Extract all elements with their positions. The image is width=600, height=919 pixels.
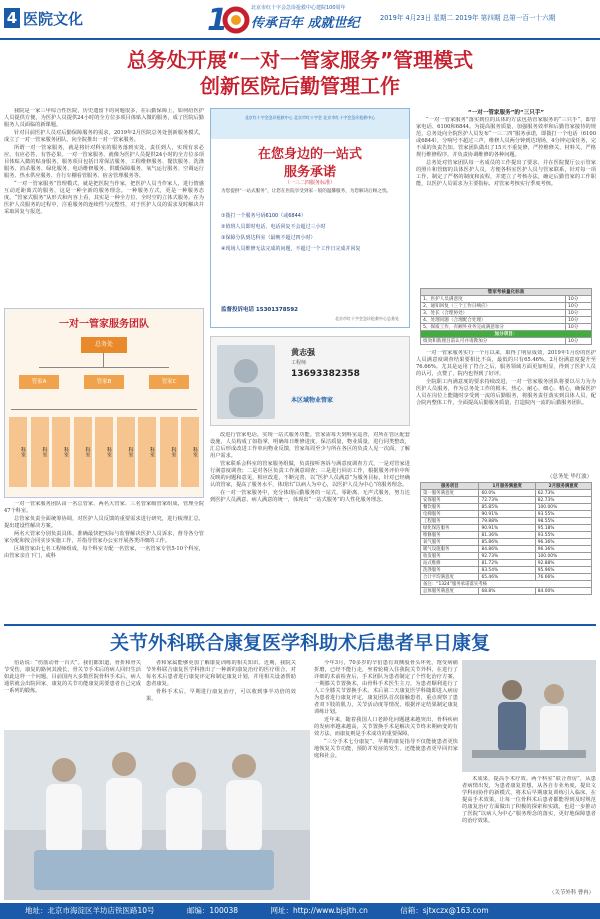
table-cell: 85.86% xyxy=(479,539,535,546)
logo-slogan: 传承百年 成就世纪 xyxy=(251,16,360,31)
score-item: 1、医护人员满意度 xyxy=(421,296,566,303)
table-cell: 100.00% xyxy=(535,553,591,560)
table-cell: 92.88% xyxy=(535,560,591,567)
table-cell: 90.91% xyxy=(479,525,535,532)
table-cell: 93.55% xyxy=(535,532,591,539)
paragraph: “三分手术七分康复”。早期的康复指导不仅能使患者更快地恢复关节功能，预防并发症的发生，还能使患者更早回归家庭和社会。 xyxy=(314,739,458,759)
paragraph: 者和家属能够更加了解康复训练的相关知识。近期，我院关节外科联合康复医学科推出了一种新的康复治疗的医疗组合，对每名术后患者进行康复评定和制定康复计划，并用相关设备帮助患者康复。 xyxy=(146,660,296,687)
org-node-leaf: 科室 xyxy=(138,417,156,487)
table-cell: 93.55% xyxy=(535,511,591,518)
paragraph: 一对一管家服务实行一个月以来，取得了明显成效，2019年1月份的医护人员满意度调查结果要相比不高，最低的只有65.46%。2月份满意度提升至76.66%。尤其是运用了符合之后，服务领域方面更加明显，得到了医护人员的认可，点赞了，院内也得到了好评。 xyxy=(416,350,596,377)
table-cell: 84.86% xyxy=(479,546,535,553)
article1-column-2 xyxy=(210,432,410,620)
score-table-title: 管家考核量化标准 xyxy=(421,289,592,296)
issue-date: 2019年 4月23日 星期二 2019年 第四期 总第一百一十六期 xyxy=(380,14,556,22)
org-node-mid: 管家C xyxy=(149,375,189,389)
poster-point: ④现场人员维修无法完成的问题，不超过一个工作日完成并回复 xyxy=(221,246,361,252)
table-cell: 96.36% xyxy=(535,539,591,546)
paragraph: 区域管家由七名工程师组成，每个科室专配一名管家，一名管家专管5-10个科室，由管家亲自下门，或科 xyxy=(4,546,204,559)
table-cell: 82.73% xyxy=(535,497,591,504)
poster-point: ③保障分队到达科室（最晚不超过四小时） xyxy=(221,235,316,241)
score-item: 绩效和新理目前认可并请教加分 xyxy=(421,338,566,345)
person-icon xyxy=(217,345,275,419)
table-cell: 85.85% xyxy=(479,504,535,511)
steward-photo xyxy=(217,345,275,419)
satisfaction-table xyxy=(420,482,592,595)
steward-dept: 本区域物业管家 xyxy=(291,397,334,404)
table-cell: 收发服务 xyxy=(421,553,479,560)
table-cell: 68.8% xyxy=(479,588,535,595)
org-leaf-row xyxy=(9,417,199,487)
paragraph: 改进行管家电话，实现一站式服务功能。管家需每天到科室巡查，对所在管区配套设施，人员构成了如指掌，明确每日维修进度，保洁质量，物业质量，进行同类整改，汇总后形成改进工作单向物业反馈，管家每周至少与所在各区的负责人见一次面，了解用户需求。 xyxy=(210,432,410,459)
paragraph: “一对一管家服务”落实到位的具体的方法包括管家服务的“三只手”，即管家电话、6100和6844。为提高服务质量，加强服务效率和后勤管家接待的规范，总务处向全院医护人员发布“一三二四”服务承诺，即拨打一个电话（6100或6844），分响号不超过三声，维修人员两分钟到达现场，4分钟完成任务，完不成的负责告知。管家团队做出了15天不重复修，严控维修关、材料关、严格规行维修程序，并负责协调维修的各种问题。 xyxy=(416,117,596,158)
org-node-root: 总务处 xyxy=(81,337,127,353)
table-cell: 60.0% xyxy=(479,490,535,497)
table-note: 备注：“1324”服务承诺落实考核 xyxy=(421,581,592,588)
poster-header xyxy=(211,109,409,139)
score-item: 5、保质工作，有额外业务完成满意加分 xyxy=(421,324,566,331)
article1-column-1b xyxy=(4,501,204,619)
article1-author: （总务处 毕红波） xyxy=(547,474,592,480)
table-header: 1月服务满意度 xyxy=(479,483,535,490)
footer-postcode: 邮编：100038 xyxy=(186,906,239,915)
table-cell: 92.73% xyxy=(479,553,535,560)
poster-subtitle: （一三二四服务标准） xyxy=(284,180,335,186)
paragraph: 术成果，提高手术疗效。两个科室“联合查房”，从患者病情出发，为患者康复着想，从各自专业角度，提出文学科间协作的新模式，将术后早期康复训练引入临床，在提高手术效果，让每一位骨科术后患者都能得到及时规范的康复治疗方面做出了积极的探索和实践，也进一步推动了医院“以病人为中心”服务理念的落实，更好地保障患者的治疗效果。 xyxy=(462,776,596,824)
table-cell: 95.96% xyxy=(535,567,591,574)
table-cell: 总体服务满意度 xyxy=(421,588,479,595)
team-chart-title: 一对一管家服务团队 xyxy=(59,319,149,330)
paragraph: 总务处对管家团队每一名成员的工作提出了要求，并在医院餐厅公示管家的照片和管辖的具体医护人员，方便各科室医护人员与管家联系，针对每一项工作，制定了严格的制度和流程，并建立了考核办法，确定后勤管家的工作职能，以医护人员需求为主要指标，对管家考核实行季度考核。 xyxy=(416,160,596,187)
org-node-leaf: 科室 xyxy=(181,417,199,487)
doctors-photo-icon xyxy=(4,730,310,900)
org-node-mid: 管家B xyxy=(84,375,124,389)
ward-round-photo xyxy=(4,730,310,900)
org-node-leaf: 科室 xyxy=(52,417,70,487)
article1-column-3b xyxy=(416,350,596,470)
anniversary-logo xyxy=(205,2,380,36)
table-cell: 81.72% xyxy=(479,560,535,567)
org-node-leaf: 科室 xyxy=(9,417,27,487)
score-points: 10分 xyxy=(565,303,591,310)
steward-name: 黄志强 xyxy=(291,348,315,357)
footer-address: 地址：北京市海淀区羊坊店铁医路10号 xyxy=(25,906,155,915)
column3-subtitle: “一对一管家服务”的“三只手” xyxy=(467,110,545,116)
paragraph: 在一对一管家服务中，充分体现后勤服务的一站式、零距离、无声式服务，努力达到医护人员满意、病人满意的统一，体现出“一站式服务”的人性化服务理念。 xyxy=(210,490,410,503)
paragraph: 俗话说：“伤筋动骨一百天”。我们都知道，骨折和骨关节受伤，康复的路何其漫长，骨关节手术后的病人回归生活如此这样一个问题，目前国内大多数医院骨科手术后，病人通常就会出院回家，康复的关节功能康复需要患者自己完成一系列的锻炼。 xyxy=(4,660,141,694)
article1-column-3 xyxy=(416,117,596,285)
org-node-leaf: 科室 xyxy=(117,417,135,487)
table-header: 2月服务满意度 xyxy=(535,483,591,490)
article2-column-3 xyxy=(314,660,458,898)
page-number: 4 xyxy=(4,8,20,28)
paragraph: 全院职工内满意度的要求持续改进，一对一管家服务团队将要以尽力为为医护人员服务，作为总务处工作的根本，热心、耐心、细心、精心，确保医护人员在岗位上能随时享受到一流的后勤服务，将服务责任落实到具体人员，配合院内整体工作，全面提高后勤服务质量，打造院内一流的后勤服务团队。 xyxy=(416,379,596,406)
table-cell: 95.18% xyxy=(535,525,591,532)
score-item: 3、处长（合理协处） xyxy=(421,310,566,317)
table-cell: 76.66% xyxy=(535,574,591,581)
paragraph: “一对一管家服务”管理模式，就是把医院当作家，把医护人员当作家人，进行情感互动近距离式的服务，这是一种全新的服务理念。一种服务方式，更是一种服务态度。“管家式服务”从形式和内容上看，其实是一种全方位、全时空的立体式服务。在为医护人员服务的过程中，注重服务的连续性与完整性，对于医护人员的需求及时解决并采取回复与报送。 xyxy=(4,181,204,215)
paragraph: 一对一管家服务团队由一名总管家、两名大管家、三名管家级管家组成，管理全院47个科室。 xyxy=(4,501,204,514)
article2-column-2 xyxy=(146,660,296,726)
section-divider xyxy=(4,624,596,626)
org-node-leaf: 科室 xyxy=(31,417,49,487)
org-node-leaf: 科室 xyxy=(160,417,178,487)
paragraph: 总管家负责全面统筹协调，对医护人员反馈的重要需求进行研究，进行梳理汇总，提出建设性解决方案。 xyxy=(4,516,204,529)
footer-bar xyxy=(0,903,600,919)
score-points: 10分 xyxy=(565,317,591,324)
article2-column-1 xyxy=(4,660,141,726)
table-cell: 84.00% xyxy=(535,588,591,595)
rehab-photo xyxy=(462,660,596,772)
team-org-chart xyxy=(4,308,204,498)
table-cell: 合计平均满意度 xyxy=(421,574,479,581)
article2-author: （关节外科 曹冉） xyxy=(549,890,594,896)
table-cell: 安保服务 xyxy=(421,497,479,504)
org-node-mid: 管家A xyxy=(19,375,59,389)
footer-website[interactable]: 网址：http://www.bjsjth.cn xyxy=(270,906,368,915)
table-cell: 第一服务满意度 xyxy=(421,490,479,497)
article2-title: 关节外科联合康复医学科助术后患者早日康复 xyxy=(109,632,490,654)
org-node-leaf: 科室 xyxy=(74,417,92,487)
table-cell: 氧气服务 xyxy=(421,539,479,546)
score-item: 4、处理问题（合理配合处理） xyxy=(421,317,566,324)
masthead xyxy=(0,0,600,40)
poster-headline-2: 服务承诺 xyxy=(283,165,336,180)
score-table xyxy=(420,288,592,345)
steward-role: 工程师 xyxy=(291,360,307,366)
paragraph: 骨科手术后，早期进行康复治疗，可以收到事半功倍的效果。 xyxy=(146,689,296,702)
table-cell: 65.46% xyxy=(479,574,535,581)
poster-intro: 为您提供“一站式服务”，让您在医院享受到家一般的温馨服务，为您解决后顾之忧。 xyxy=(221,189,392,194)
score-points: 10分 xyxy=(565,296,591,303)
paragraph: 我院是一家三甲综合性医院，历史遗留下的问题很多，在后勤保障上，如何给医护人员提供方便，为医护人员提供24小时的全方位多项目体贴入微的服务，成了医院后勤服务人员面临的新课题。 xyxy=(4,108,204,128)
rehab-training-photo-icon xyxy=(462,660,596,772)
section-title: 医院文化 xyxy=(23,10,84,28)
table-cell: 62.73% xyxy=(535,490,591,497)
table-cell: 洗涤服务 xyxy=(421,567,479,574)
poster-footer: 北京市红十字会急诊抢救中心总务处 xyxy=(335,316,399,321)
score-points: 10分 xyxy=(565,324,591,331)
table-cell: 90.91% xyxy=(479,511,535,518)
table-cell: 电梯服务 xyxy=(421,511,479,518)
score-points: 10分 xyxy=(565,338,591,345)
table-cell: 站式维修 xyxy=(421,560,479,567)
svg-text:1: 1 xyxy=(207,3,228,36)
org-node-leaf: 科室 xyxy=(95,417,113,487)
table-cell: 98.55% xyxy=(535,518,591,525)
table-cell: 暖气设施服务 xyxy=(421,546,479,553)
steward-business-card xyxy=(210,336,410,426)
article2-column-4 xyxy=(462,776,596,886)
article1-title-line1: 总务处开展“一对一管家服务”管理模式 xyxy=(126,48,474,72)
paragraph: 今年3月，70多岁的辛伯患有双侧股骨头坏死，饱受病痛折磨，已经不能行走，坐着轮椅入住我院关节外科，在进行了详细的术前检查后，手术团队为患者制定了个性化治疗方案，一期膝关节置换术，由骨科手术医生主刀，为患者顺利进行了人工全膝关节置换手术。术后第二天康复医学科随即进入病房为患者进行康复评定，康复团队首次接触患者，重点观察了患者双下肢的肌力，关节活动度等情况，根据评定结果制定康复训练计划。 xyxy=(314,660,458,715)
footer-email[interactable]: 信箱：sjtxczx@163.com xyxy=(400,906,489,915)
table-cell: 96.36% xyxy=(535,546,591,553)
poster-point: ②值班人员即时电话、电话回复不会超过三小时 xyxy=(221,224,326,230)
score-footnote: 加分项目： xyxy=(421,331,592,338)
paragraph: 近年来，随着我国人口老龄化问题越来越突出，骨科疾病的发病率越来越高，关节置换手术是解决关节终末期病变的有效方法，而康复则是手术成功的重要保障。 xyxy=(314,717,458,737)
poster-hotline: 监督投诉电话 15301378592 xyxy=(221,307,299,313)
table-cell: 81.36% xyxy=(479,532,535,539)
paragraph: 管家联系会科室的管家服务组做，负责接听客诉与满意度调查方式，一是对管家进行满意度调查；二是对各区负责工作满意调查；三是进行回访工作，根据服务评价中所反映的问题和意见，相应改进，不断完善，以“医护人员满意”为服务目标，针对已经确认的管家，提高了服务水平，体现出“以病人为中心，以医护人员为中心”的服务理念。 xyxy=(210,461,410,488)
table-header: 服务项目 xyxy=(421,483,479,490)
poster-headline: 在您身边的一站式 xyxy=(257,147,362,162)
table-cell: 100.00% xyxy=(535,504,591,511)
steward-phone: 13693382358 xyxy=(291,369,360,379)
paragraph: 针对目前医护人员对后勤保障服务的需求，2019年2月医院总务处创新服务模式，成立了一对一管家服务团队，向全院推出一对一管家服务。 xyxy=(4,130,204,143)
table-cell: 维修服务 xyxy=(421,532,479,539)
paragraph: 所谓一对一管家服务，就是将针对科室的服务落到实处，责任到人，实现有求必应，有应必答，有答必果。一对一管家服务，就像为医护人员提供24小时的全方位多项目体贴入微的贴身服务。服务项目包括日常保洁服务、工程维修服务、餐饮服务、洗涤服务、消杀服务、绿化服务、电话维修服务、供暖保障服务、氧气运行服务、空调运行服务、热水供应服务、自行车棚看管服务、宿舍管理服务等。 xyxy=(4,145,204,179)
service-promise-poster xyxy=(210,108,410,328)
paragraph: 两名大管家分别负责具体，准确最快把实际与监督解决医护人员诉求，督导各分管家分配和按合同实步实施工作，并指导管家办公室开展各类详细的工作。 xyxy=(4,531,204,544)
article1-title-line2: 创新医院后勤管理工作 xyxy=(200,74,400,98)
poster-brand: 北京红十字会急诊抢救中心 北京市红十字会 北京市红十字会急诊抢救中心 xyxy=(244,115,376,120)
score-item: 2、通知回复（三个工作日响应） xyxy=(421,303,566,310)
score-points: 10分 xyxy=(565,310,591,317)
table-cell: 绿化保洁服务 xyxy=(421,525,479,532)
logo-tagline: 北京市红十字会急诊抢救中心建院100周年 xyxy=(251,5,346,11)
poster-point: ①拨打一个服务号码6100（或6844） xyxy=(221,213,306,219)
article1-column-1 xyxy=(4,108,204,304)
table-cell: 工程服务 xyxy=(421,518,479,525)
table-cell: 72.73% xyxy=(479,497,535,504)
table-cell: 83.54% xyxy=(479,567,535,574)
poster-points xyxy=(221,211,399,255)
table-cell: 餐饮服务 xyxy=(421,504,479,511)
table-cell: 79.88% xyxy=(479,518,535,525)
